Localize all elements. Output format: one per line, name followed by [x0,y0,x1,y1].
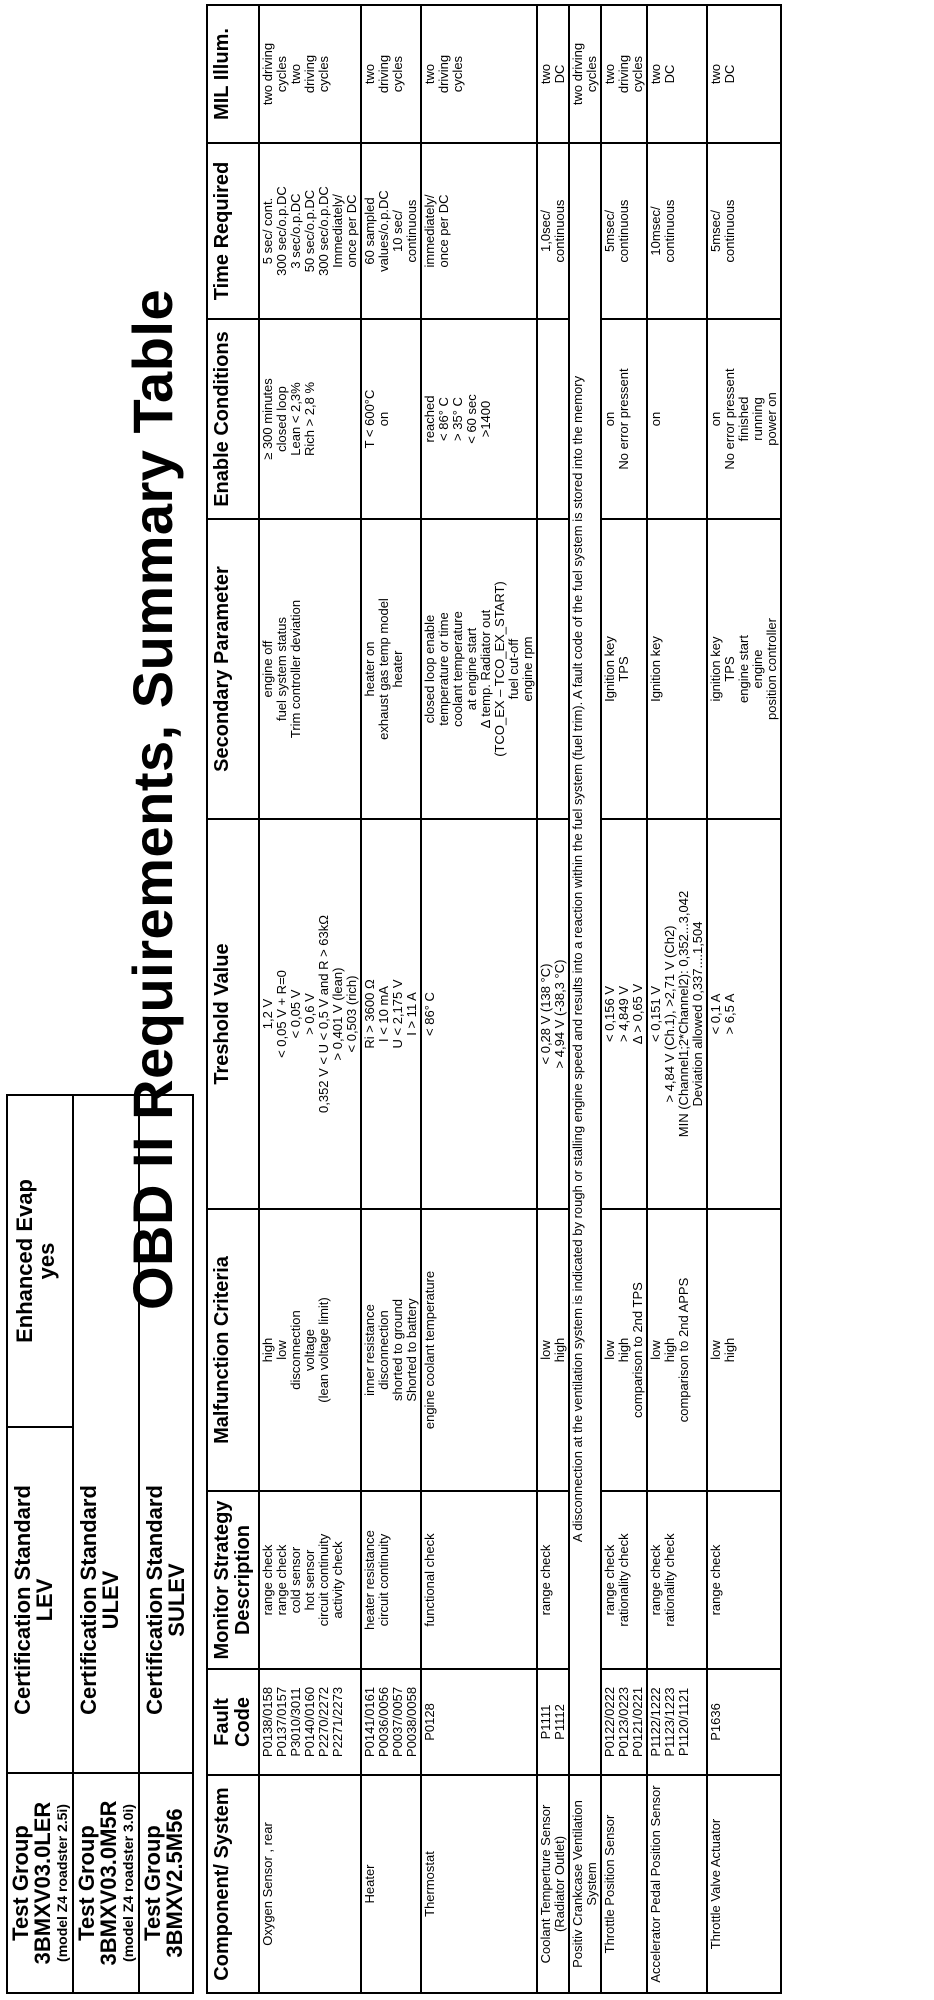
mil-cell: two driving cycles [421,5,537,143]
secondary-cell: closed loop enable temperature or time coolant temperature at engine start Δ temp. Radiator out (TCO_EX – TCO_EX_START) fuel cut-off engine rpm [421,519,537,819]
malfunction-cell: low high comparison to 2nd TPS [601,1209,647,1491]
enable-cell: on [647,319,707,519]
mil-cell: two driving cycles [569,5,601,143]
column-header-row [207,5,259,1993]
secondary-cell: heater on exhaust gas temp model heater [361,519,421,819]
column-header-enable: Enable Conditions [207,319,259,519]
certification-value: LEV [32,1578,57,1622]
enable-cell: T < 600°C on [361,319,421,519]
component-cell: Oxygen Sensor , rear [259,1775,361,1993]
mil-cell: two driving cycles two driving cycles [259,5,361,143]
component-cell: Positiv Crankcase Ventilation System [569,1775,601,1993]
table-row-pcv [569,5,601,1993]
test-group-code: 3BMXV03.0M5R [96,1800,121,1966]
column-header-mil: MIL Illum. [207,5,259,143]
monitor-cell: range check rationality check [647,1491,707,1669]
secondary-cell [537,519,569,819]
malfunction-cell: low high [537,1209,569,1491]
fault-code-cell: P0128 [421,1669,537,1775]
header-block [6,1094,194,1994]
time-cell: 5msec/ continuous [601,143,647,319]
enable-cell: on No error pressent [601,319,647,519]
fault-code-cell: P0122/0222 P0123/0223 P0121/0221 [601,1669,647,1775]
enable-cell [537,319,569,519]
certification-cell: Certification Standard SULEV [140,1428,192,1772]
time-cell: 1,0sec/ continuous [537,143,569,319]
fault-code-cell: P1122/1222 P1123/1223 P1120/1121 [647,1669,707,1775]
time-cell: 10msec/ continuous [647,143,707,319]
component-cell: Coolant Temperture Sensor (Radiator Outlet) [537,1775,569,1993]
table-row-throttle-position-sensor [601,5,647,1993]
table-row-thermostat [421,5,537,1993]
test-group-model: (model Z4 roadster 2.5i) [54,1804,70,1962]
threshold-cell: < 0,28 V (138 °C) > 4,94 V (-38,3 °C) [537,819,569,1209]
monitor-cell: range check [537,1491,569,1669]
column-header-monitor: Monitor Strategy Description [207,1491,259,1669]
monitor-cell: heater resistance circuit continuity [361,1491,421,1669]
test-group-code: 3BMXV2.5M56 [162,1808,187,1958]
threshold-cell: Ri > 3600 Ω I < 10 mA U < 2,175 V I > 11 A [361,819,421,1209]
mil-cell: two driving cycles [361,5,421,143]
certification-value: ULEV [98,1570,123,1630]
monitor-cell: range check [707,1491,781,1669]
monitor-cell: functional check [421,1491,537,1669]
monitor-cell: range check rationality check [601,1491,647,1669]
malfunction-cell: inner resistance disconnection shorted to ground Shorted to battery [361,1209,421,1491]
column-header-component: Component/ System [207,1775,259,1993]
time-cell: 5 sec/ cont. 300 sec/o.p.DC 3 sec/o.p.DC 50 sec/o.p.DC 300 sec/o.p.DC Immediately/ once per DC [259,143,361,319]
threshold-cell: < 0,1 A > 6,5 A [707,819,781,1209]
obd-summary-table [206,4,782,1994]
secondary-cell: engine off fuel system status Trim controller deviation [259,519,361,819]
time-cell: 5msec/ continuous [707,143,781,319]
mil-cell: two DC [647,5,707,143]
mil-cell: two DC [537,5,569,143]
table-row-accelerator-pedal-sensor [647,5,707,1993]
column-header-malfunction: Malfunction Criteria [207,1209,259,1491]
time-cell: 60 sampled values/o.p.DC 10 sec/ continuous [361,143,421,319]
enable-cell: ≥ 300 minutes closed loop Lean < 2,3% Rich > 2,8 % [259,319,361,519]
secondary-cell: Ignition key TPS [601,519,647,819]
threshold-cell: < 0,151 V > 4,84 V (Ch.1), >2,71 V (Ch2) MIN (Channel1;2*Channel2): 0,352...3,042 Deviation allowed 0,337....1,504 [647,819,707,1209]
monitor-cell: range check range check cold sensor hot sensor circuit continuity activity check [259,1491,361,1669]
enable-cell: reached < 86° C > 35° C < 60 sec >1400 [421,319,537,519]
enable-cell: on No error pressent finished running power on [707,319,781,519]
malfunction-cell: engine coolant temperature [421,1209,537,1491]
test-group-code: 3BMXV03.0LER [30,1801,55,1965]
threshold-cell: 1,2 V < 0,05 V + R=0 < 0,05 V > 0,6 V 0,352 V < U < 0,5 V and R > 63kΩ > 0,401 V (lean) < 0,503 (rich) [259,819,361,1209]
enhanced-evap-cell: Enhanced Evap yes [8,1096,72,1426]
component-cell: Thermostat [421,1775,537,1993]
test-group-model: (model Z4 roadster 3.0i) [120,1804,136,1962]
test-group-cell: Test Group 3BMXV2.5M56 [140,1772,192,1992]
certification-value: SULEV [164,1563,189,1637]
table-row-oxygen-sensor [259,5,361,1993]
certification-cell: Certification Standard LEV [8,1426,72,1772]
threshold-cell: < 0,156 V > 4,849 V Δ > 0,65 V [601,819,647,1209]
page-title: OBD II Requirements, Summary Table [121,288,184,1310]
test-group-row-3 [140,1096,194,1992]
column-header-fault-code: Fault Code [207,1669,259,1775]
fault-code-cell: P0141/0161 P0036/0056 P0037/0057 P0038/0058 [361,1669,421,1775]
threshold-cell: < 86° C [421,819,537,1209]
test-group-cell: Test Group 3BMXV03.0M5R (model Z4 roadster 3.0i) [74,1772,138,1992]
secondary-cell: Ignition key [647,519,707,819]
test-group-cell: Test Group 3BMXV03.0LER (model Z4 roadster 2.5i) [8,1772,72,1992]
component-cell: Throttle Position Sensor [601,1775,647,1993]
malfunction-cell: low high [707,1209,781,1491]
time-cell: immediately/ once per DC [421,143,537,319]
pcv-note: A disconnection at the ventilation system is indicated by rough or stalling engine speed and results into a reaction within the fuel system (fuel trim). A fault code of the fuel system is stored into the memory [569,143,601,1775]
fault-code-cell: P0138/0158 P0137/0157 P3010/3011 P0140/0160 P2270/2272 P2271/2273 [259,1669,361,1775]
test-group-row-2 [74,1096,140,1992]
malfunction-cell: high low disconnection voltage (lean voltage limit) [259,1209,361,1491]
column-header-time: Time Required [207,143,259,319]
component-cell: Throttle Valve Actuator [707,1775,781,1993]
component-cell: Accelerator Pedal Position Sensor [647,1775,707,1993]
fault-code-cell: P1636 [707,1669,781,1775]
test-group-row-1 [8,1096,74,1992]
malfunction-cell: low high comparison to 2nd APPS [647,1209,707,1491]
table-row-throttle-valve-actuator [707,5,781,1993]
table-row-coolant-sensor [537,5,569,1993]
column-header-secondary: Secondary Parameter [207,519,259,819]
mil-cell: two driving cycles [601,5,647,143]
mil-cell: two DC [707,5,781,143]
secondary-cell: ignition key TPS engine start engine position controller [707,519,781,819]
enhanced-evap-value: yes [34,1242,59,1280]
component-cell: Heater [361,1775,421,1993]
column-header-threshold: Treshold Value [207,819,259,1209]
certification-cell: Certification Standard ULEV [74,1428,138,1772]
fault-code-cell: P1111 P1112 [537,1669,569,1775]
table-row-heater [361,5,421,1993]
